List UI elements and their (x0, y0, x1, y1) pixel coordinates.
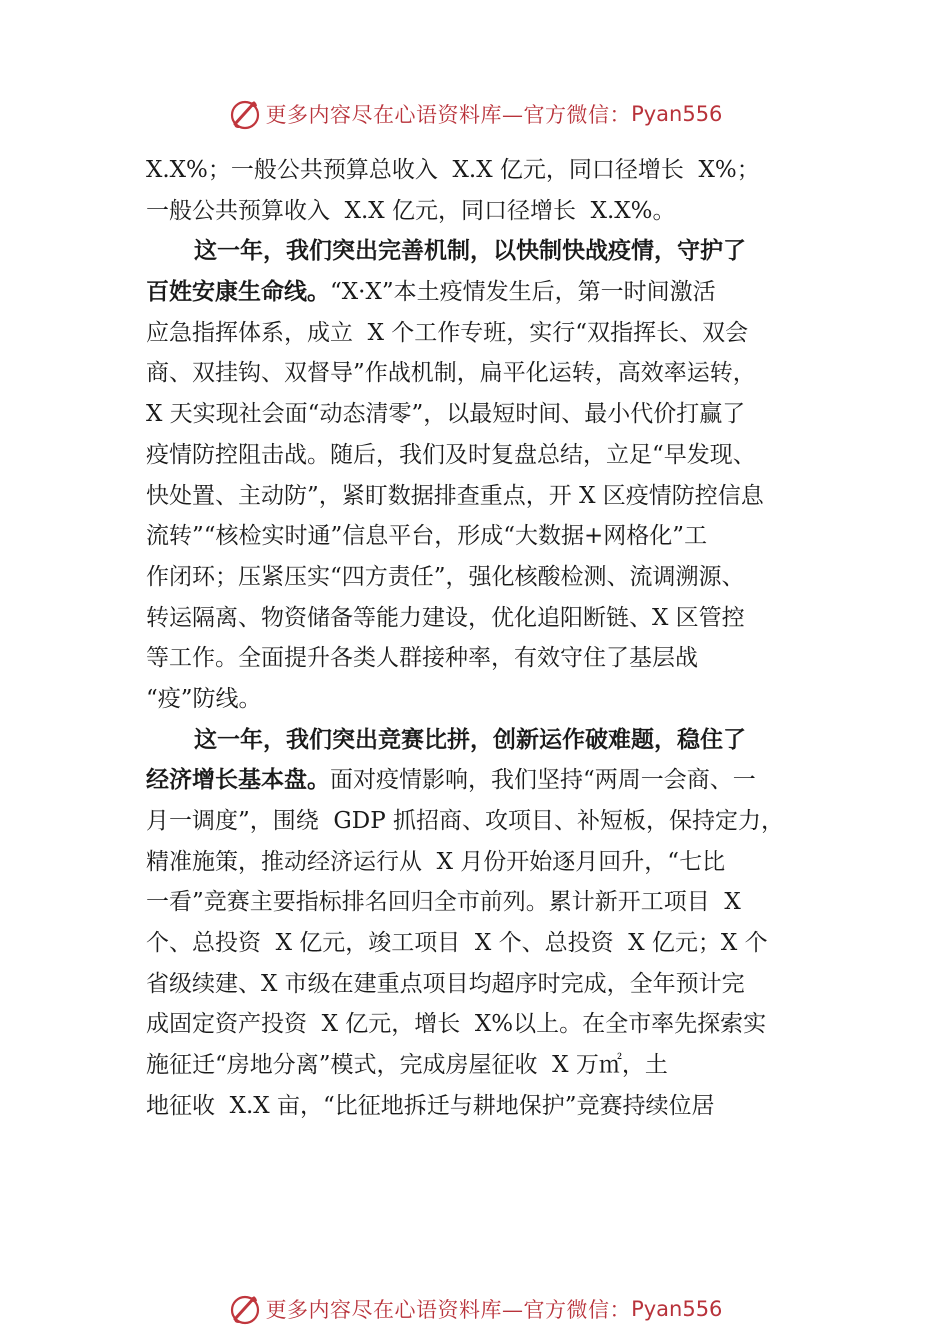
text-line (146, 272, 816, 313)
text-line (146, 720, 816, 761)
text-line (146, 435, 816, 476)
banner-handle: Pyan556 (631, 1297, 723, 1321)
brush-logo-icon (228, 1292, 262, 1326)
banner-text: 更多内容尽在心语资料库—官方微信： (265, 1298, 632, 1322)
text-line (146, 923, 816, 964)
body-text: 面对疫情影响，我们坚持“两周一会商、一 (330, 767, 756, 794)
footer-watermark-banner (0, 1289, 950, 1329)
body-text: 快处置、主动防”，紧盯数据排查重点，开 X 区疫情防控信息 (146, 482, 764, 509)
document-body (146, 150, 816, 1127)
body-text: “疫”防线。 (146, 685, 262, 712)
body-text: 施征迁“房地分离”模式，完成房屋征收 X 万㎡，土 (146, 1052, 668, 1079)
text-line (146, 191, 816, 232)
bold-heading-text: 这一年，我们突出完善机制，以快制快战疫情，守护了 (194, 237, 746, 265)
body-text: 一看”竞赛主要指标排名回归全市前列。累计新开工项目 X (146, 889, 741, 916)
body-text: 一般公共预算收入 X.X 亿元，同口径增长 X.X%。 (146, 197, 676, 224)
text-line (146, 964, 816, 1005)
body-text: 地征收 X.X 亩，“比征地拆迁与耕地保护”竞赛持续位居 (146, 1092, 715, 1119)
text-line (146, 638, 816, 679)
text-line (146, 231, 816, 272)
body-text: 商、双挂钩、双督导”作战机制，扁平化运转，高效率运转， (146, 360, 756, 387)
banner-handle: Pyan556 (631, 102, 723, 126)
body-text: X 天实现社会面“动态清零”，以最短时间、最小代价打赢了 (146, 401, 746, 428)
body-text: 应急指挥体系，成立 X 个工作专班，实行“双指挥长、双会 (146, 319, 749, 346)
body-text: 转运隔离、物资储备等能力建设，优化追阳断链、X 区管控 (146, 604, 745, 631)
body-text: 成固定资产投资 X 亿元，增长 X%以上。在全市率先探索实 (146, 1011, 767, 1038)
text-line (146, 476, 816, 517)
text-line (146, 801, 816, 842)
text-line (146, 1086, 816, 1127)
body-text: “X·X”本土疫情发生后，第一时间激活 (330, 279, 716, 306)
bold-heading-text: 经济增长基本盘。 (146, 766, 330, 794)
text-line (146, 150, 816, 191)
banner-text: 更多内容尽在心语资料库—官方微信： (265, 103, 632, 127)
body-text: 精准施策，推动经济运行从 X 月份开始逐月回升，“七比 (146, 848, 726, 875)
text-line (146, 313, 816, 354)
text-line (146, 516, 816, 557)
body-text: 省级续建、X 市级在建重点项目均超序时完成，全年预计完 (146, 970, 745, 997)
text-line (146, 1004, 816, 1045)
text-line (146, 679, 816, 720)
text-line (146, 557, 816, 598)
text-line (146, 842, 816, 883)
body-text: 个、总投资 X 亿元，竣工项目 X 个、总投资 X 亿元；X 个 (146, 930, 768, 957)
text-line (146, 882, 816, 923)
body-text: 疫情防控阻击战。随后，我们及时复盘总结，立足“早发现、 (146, 441, 756, 468)
body-text: 作闭环；压紧压实“四方责任”，强化核酸检测、流调溯源、 (146, 563, 745, 590)
bold-heading-text: 百姓安康生命线。 (146, 278, 330, 306)
body-text: X.X%；一般公共预算总收入 X.X 亿元，同口径增长 X%； (146, 157, 760, 183)
header-watermark-banner (0, 94, 950, 134)
brush-logo-icon (228, 97, 262, 131)
text-line (146, 1045, 816, 1086)
bold-heading-text: 这一年，我们突出竞赛比拼，创新运作破难题，稳住了 (194, 725, 746, 753)
text-line (146, 760, 816, 801)
body-text: 月一调度”，围绕 GDP 抓招商、攻项目、补短板，保持定力， (146, 808, 784, 834)
text-line (146, 394, 816, 435)
body-text: 流转”“核检实时通”信息平台，形成“大数据+网格化”工 (146, 523, 708, 550)
text-line (146, 598, 816, 639)
body-text: 等工作。全面提升各类人群接种率，有效守住了基层战 (146, 645, 698, 672)
text-line (146, 353, 816, 394)
